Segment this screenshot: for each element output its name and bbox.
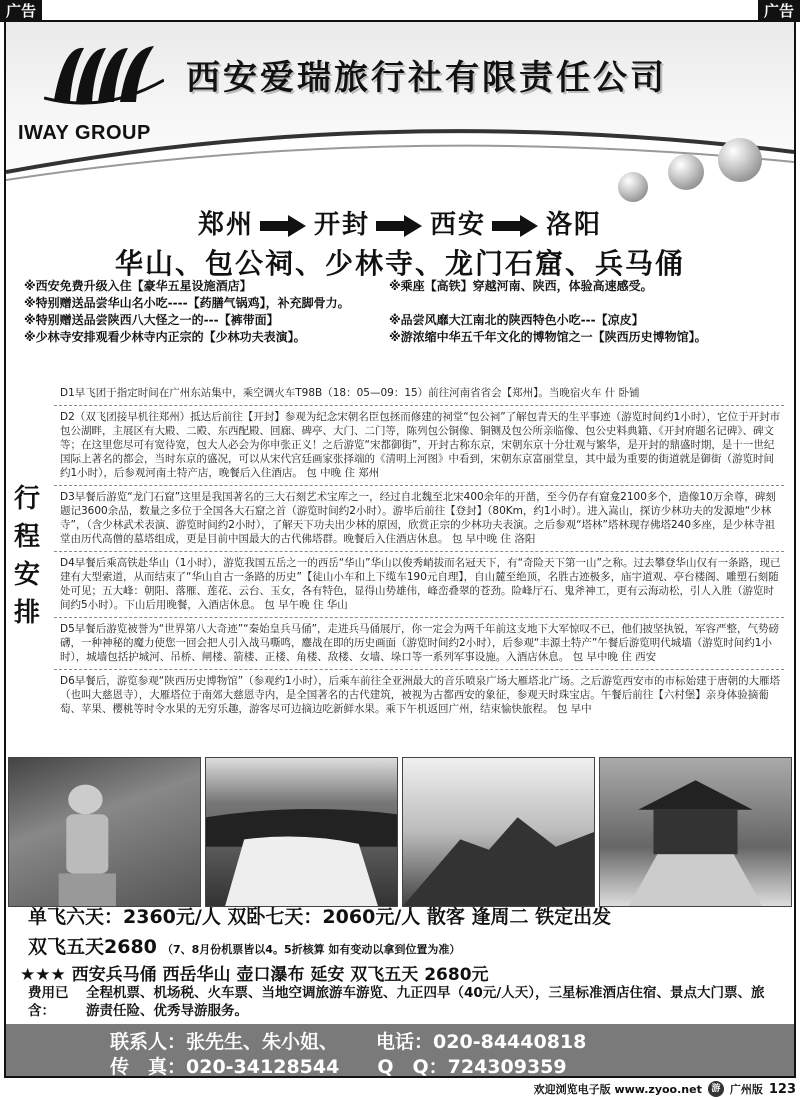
contact-row [110,1027,586,1054]
route-line [6,204,794,241]
header [6,22,794,197]
ad-frame [4,20,796,1078]
company-title: 西安爱瑞旅行社有限责任公司 [186,58,667,98]
ad-label-right: 广告 [758,0,800,22]
itinerary-char: 安 [13,560,40,590]
itinerary-label [12,480,42,632]
highlight-item: ※游浓缩中华五千年文化的博物馆之一【陕西历史博物馆】。 [389,330,707,344]
itinerary-char: 程 [13,522,40,552]
price-line-2 [28,932,460,959]
fees-label: 费用已含： [28,985,69,1019]
arrow-right-icon [260,215,308,237]
footer-text: 欢迎浏览电子版 www.zyoo.net [533,1083,702,1096]
contact-row [110,1052,567,1078]
highlight-item: ※特别赠送品尝华山名小吃----【药膳气锅鸡】，补充脚骨力。 [24,296,350,310]
highlight-item: ※品尝风靡大江南北的陕西特色小吃---【凉皮】 [389,313,644,327]
highlights [24,278,784,346]
page-footer [460,1080,796,1098]
day-4: D4早餐后乘高铁赴华山（1小时），游览我国五岳之一的西岳“华山”华山以俊秀峭拔而名冠天下，有“奇险天下第一山”之称。过去攀登华山仅有一条路，现已建有大型索道，从而结束了“华山自古一条路的历史”【徒山小车和上下缆车190元自理】，自山麓至绝顶，名胜古迹极多，庙宇道观、亭台楼阁、雕塑石刻随处可见；五大峰：朝阳、落雁、莲花、云台、玉女，各有特色，显得山势雄伟，峰峦叠翠的苍劲。险峰厅石、鬼斧神工，更有云海动松，引人入胜（游览时间约5小时）。下山后用晚餐，入酒店休息。 包 早午晚 住 华山 [54,551,784,617]
highlight-row [24,278,784,295]
highlight-row [24,329,784,346]
qq-number[interactable]: 724309359 [447,1056,567,1078]
logo-text: IWAY GROUP [18,122,151,144]
highlight-row [24,312,784,329]
price-line-3: ★★★ 西安兵马俑 西岳华山 壶口瀑布 延安 双飞五天 2680元 [20,965,489,985]
ad-label-left: 广告 [0,0,42,22]
tel-number[interactable]: 020-84440818 [433,1031,587,1053]
day-2: D2（双飞团接早机往郑州）抵达后前往【开封】参观为纪念宋朝名臣包拯而修建的祠堂“包公祠”了解包青天的生平事迹（游览时间约1小时），它位于开封市包公湖畔，主展区有大殿、二殿、东西配殿、回廊、碑亭、大门、二门等，陈列包公铜像、铜铡及包公所亲临像、包公史料典籍、《开封府题名记碑》、碑文等；在这里您尽可有宽待宽，包大人必会为你申张正义！之后游览“宋都御街”，开封古称东京，宋朝东京十分壮观与繁华，是开封的鼎盛时期，是十一世纪国际上著名的都会，当时东京的盛况，可以从宋代宫廷画家张择端的《清明上河图》中看到，宋朝东京富丽堂皇，其中最为重要的街道就是御街（游览时间约1小时），后参观河南土特产店，晚餐后入住酒店。 包 中晚 住 郑州 [54,405,784,485]
day-1: D1早飞团于指定时间在广州东站集中，乘空调火车T98B（18：05—09：15）前往河南省省会【郑州】。当晚宿火车 什 卧铺 [60,387,640,399]
footer-edition: 广州版 [729,1083,763,1096]
highlight-row [24,295,784,312]
edition-badge-icon: 游 [708,1081,724,1097]
photo-hukou-waterfall [205,757,398,907]
tel-label: 电话： [376,1031,434,1053]
route-stop: 郑州 [197,210,254,240]
contact-label: 联系人： [110,1031,187,1053]
route-stop: 洛阳 [546,210,603,240]
photo-terracotta-warriors [8,757,201,907]
logo-mark-icon [44,40,164,110]
price-line-1: 单飞六天：2360元/人 双卧七天：2060元/人 散客 逢周二 铁定出发 [28,906,612,928]
route-stop: 开封 [313,210,370,240]
day-6: D6早餐后，游览参观“陕西历史博物馆”（参观约1小时），后乘车前往全亚洲最大的音乐喷泉广场大雁塔北广场。之后游览西安市的市标始建于唐朝的大雁塔（也叫大慈恩寺），大雁塔位于南郊大慈恩寺内，是全国著名的古代建筑，被视为古都西安的象征，参观天时珠宝店。午餐后前往【六村堡】亲身体验摘葡萄、苹果、樱桃等时令水果的无穷乐趣，游客尽可边摘边吃新鲜水果。乘下午机返回广州，结束愉快旅程。 包 早中 [54,669,784,721]
photo-strip [8,757,792,907]
itinerary-days [54,382,784,721]
day-3: D3早餐后游览“龙门石窟”这里是我国著名的三大石刻艺术宝库之一，经过自北魏至北宋400余年的开凿，至今仍存有窟龛2100多个，造像10万余尊，碑刻题记3600余品，数量之多位于全国各大石窟之首（游览时间约2小时）。游毕后前往【登封】（80Km，约1小时）。进入嵩山，探访少林功夫的发源地“少林寺”，（含少林武术表演、游览时间约2小时），了解天下功夫出少林的原因，欣赏正宗的少林功夫表演。之后参观“塔林”塔林现存佛塔240多座，是少林寺祖堂由历代高僧的墓塔组成，更是目前中国最大的古代佛塔群。晚餐后入住酒店休息。 包 早中晚 住 洛阳 [54,485,784,551]
arrow-right-icon [492,215,540,237]
arrow-right-icon [376,215,424,237]
fees-text: 全程机票、机场税、火车票、当地空调旅游车游览、九正四早（40元/人天），三星标准酒店住宿、景点大门票、旅游责任险、优秀导游服务。 [86,985,765,1019]
itinerary-char: 排 [13,598,40,628]
decor-ball [668,154,704,190]
price-double-flight: 双飞五天2680 [28,936,157,958]
highlight-item: ※西安免费升级入住【豪华五星设施酒店】 [24,279,252,293]
photo-shaolin-temple [599,757,792,907]
highlight-item: ※乘座【高铁】穿越河南、陕西，体验高速感受。 [389,279,653,293]
fees-included [28,984,768,1020]
highlight-item: ※特别赠送品尝陕西八大怪之一的---【裤带面】 [24,313,279,327]
itinerary-char: 行 [13,484,40,514]
page-number: 123 [768,1081,796,1097]
decor-ball [718,138,762,182]
decor-ball [618,172,648,202]
photo-mount-hua [402,757,595,907]
contact-names: 张先生、朱小姐、 [186,1031,339,1053]
sites-headline: 华山、包公祠、少林寺、龙门石窟、兵马俑 [114,247,685,280]
day-5: D5早餐后游览被誉为“世界第八大奇迹”“秦始皇兵马俑”，走进兵马俑展厅，你一定会为两千年前这支地下大军惊叹不已，他们披坚执锐，军容严整，气势磅礴，一种神秘的魔力使您一回会把人引入战马嘶鸣，鏖战在即的历史画面（游览时间约2小时），后参观“丰源土特产”午餐后游览明代城墙（游览时间约1小时），城墙包括护城河、吊桥、闸楼、箭楼、正楼、角楼、敌楼、女墙、垛口等一系列军事设施。入酒店休息。 包 早中晚 住 西安 [54,617,784,669]
fax-number: 020-34128544 [186,1056,340,1078]
contact-bar [6,1024,794,1076]
qq-label: Q Q： [377,1056,448,1078]
price-note: （7、8月份机票皆以4。5折核算 如有变动以拿到位置为准） [161,943,461,956]
route-stop: 西安 [430,210,487,240]
fax-label: 传 真： [110,1056,187,1078]
highlight-item: ※少林寺安排观看少林寺内正宗的【少林功夫表演】。 [24,330,306,344]
